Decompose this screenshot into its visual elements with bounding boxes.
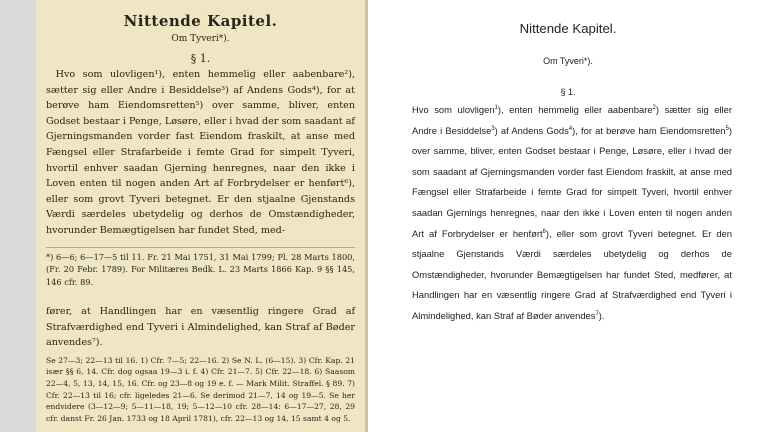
scan-chapter-title: Nittende Kapitel. [123, 12, 278, 30]
transcribed-page [368, 0, 768, 432]
body-text [412, 100, 732, 327]
footnote-marker: 1 [494, 104, 498, 111]
footnote-marker: 2 [652, 104, 656, 111]
scan-chapter-subtitle: Om Tyveri*). [171, 34, 230, 44]
scanned-page-image [36, 0, 365, 432]
page-subtitle: Om Tyveri*). [543, 56, 593, 66]
body-text-run: Hvo som ulovligen [412, 104, 495, 115]
body-text-run: ). [598, 309, 605, 321]
page-title: Nittende Kapitel. [519, 21, 617, 36]
footnote-marker: 5 [725, 125, 729, 132]
body-text-run: ) sætter sig eller Andre i Besiddelse [412, 104, 732, 136]
scan-section-heading: § 1. [190, 52, 211, 65]
body-text-run: ) af Andens Gods [494, 124, 569, 136]
scan-paragraph: Hvo som ulovligen¹), enten hemmelig eller aabenbare²), sætter sig eller Andre i Besiddelse³) af Andens Gods⁴), for at berøve ham Eiendomsretten⁵) over samme, bliver, enten Godset bestaar i Penge, Løsøre, eller i hvad der som saadant af Gjerningsmanden vorder fast Eiendom fraskilt, at anse med Fængsel eller Strafarbeide i femte Grad for simpelt Tyveri, hvortil enhver saadan Gjerning henregnes, naar den ikke i Loven enten til nogen anden Art af Forbrydelser er henført⁶), eller som grovt Tyveri betegnet. Er den stjaalne Gjenstands Værdi særdeles ubetydelig og derhos de Omstændigheder, hvorunder Bemægtigelsen har fundet Sted, med- [46, 69, 355, 236]
body-paragraph [412, 100, 732, 327]
footnote-marker: 4 [568, 125, 573, 132]
body-text-run: ), enten hemmelig eller aabenbare [497, 104, 653, 115]
scan-footnotes: Se 27—3; 22—13 til 16. 1) Cfr. 7—5; 22—16. 2) Se N. L. (6—15). 3) Cfr. Kap. 21 især §§ 6, 14. Cfr. dog ogsaa 19—3 i. f. 4) Cfr. 21—7. 5) Cfr. 22—18. 6) Saasom 22—4, 5, 13, 14, 15, 16. Cfr. og 23—8 og 19 e. f. — Mark Milit. Straffel. § 89. 7) Cfr. 22—13 til 16; cfr. ligeledes 21—6. Se derimod 21—7, 14 og 19—5. Se her endvidere (3—12—9; 5—11—18, 19; 5—12—10 cfr. 28—14: 6—17—27, 28, 29 cfr. danst Fr. 26 Jan. 1733 og 18 April 1781), cfr. 22—13 og 14, 15 samt 4 og 5. [46, 355, 355, 423]
scan-body-text [46, 67, 355, 239]
footnote-marker: 3 [491, 125, 495, 132]
scan-body-continuation: fører, at Handlingen har en væsentlig ringere Grad af Strafværdighed end Tyveri i Almindelighed, kan Straf af Bøder anvendes⁷). [46, 306, 355, 349]
footnote-marker: 7 [595, 310, 599, 317]
body-text-run: ), eller som grovt Tyveri betegnet. Er den stjaalne Gjenstands Værdi særdeles ubetydelig og derhos de Omstændigheder, hvorunder Bemægtigelsen har fundet Sted, medfører, at Handlingen har en væsentlig ringere Grad af Strafværdighed end Tyveri i Almindelighed, kan Straf af Bøder anvendes [412, 227, 732, 321]
body-text-run: ), for at berøve ham Eiendomsretten [572, 124, 726, 136]
footnote-marker: 6 [542, 228, 546, 235]
section-heading: § 1. [560, 87, 576, 97]
body-text-run: ) over samme, bliver, enten Godset bestaar i Penge, Løsøre, eller i hvad der som saadant af Gjerningsmanden vorder fast Eiendom fraskilt, at anse med Fængsel eller Strafarbeide i femte Grad for simpelt Tyveri, hvortil enhver saadan Gjernings henregnes, naar den ikke i Loven enten til nogen anden Art af Forbrydelser er henført [412, 124, 732, 239]
scan-footnote: *) 6—6; 6—17—5 til 11. Fr. 21 Mai 1751, 31 Mai 1799; Pl. 28 Marts 1800, (Fr. 20 Febr. 1789). For Militæres Bedk. L. 23 Marts 1866 Kap. 9 §§ 145, 146 cfr. 89. [46, 247, 355, 289]
